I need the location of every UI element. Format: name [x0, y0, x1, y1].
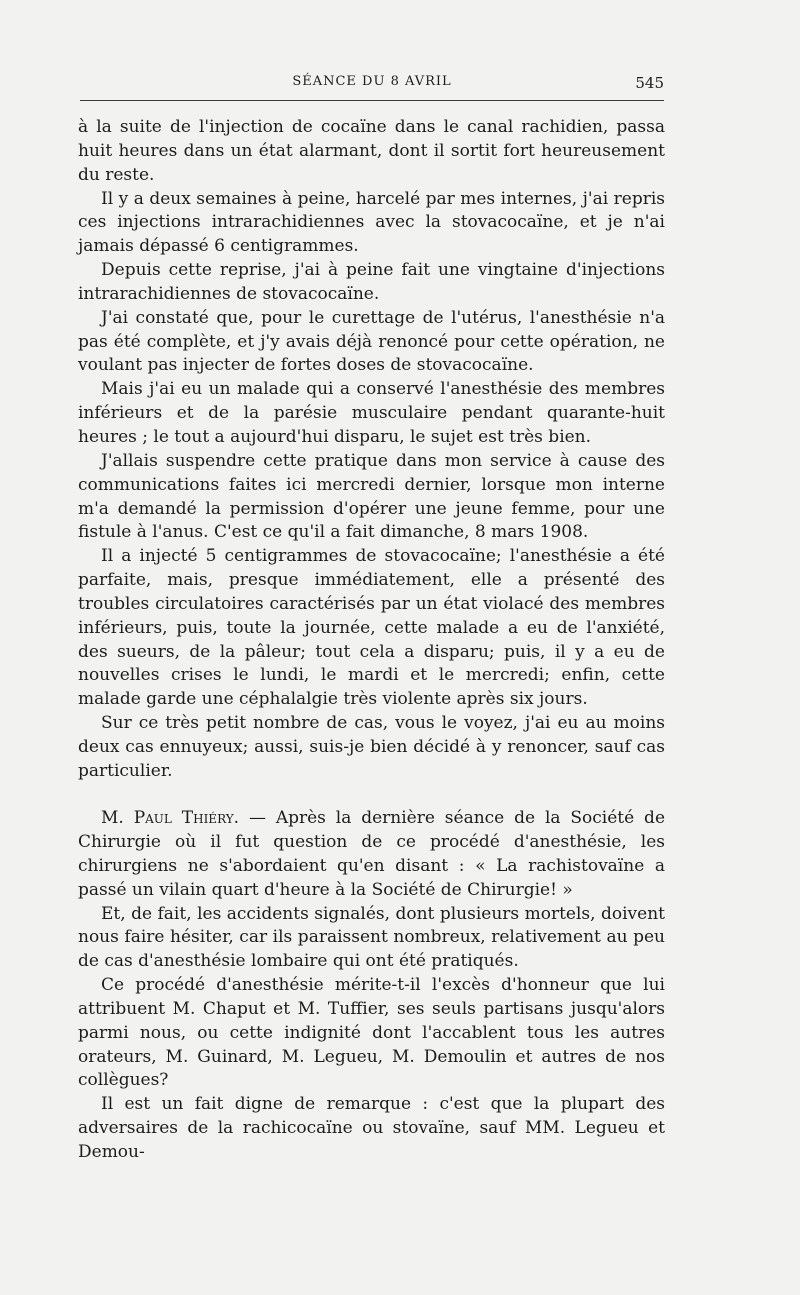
paragraph: J'ai constaté que, pour le curettage de l'utérus, l'anesthésie n'a pas été complète, et j'y avais déjà renoncé pour cette opération, ne voulant pas injecter de fortes doses de stovacocaïne.: [78, 307, 665, 376]
paragraph: Il y a deux semaines à peine, harcelé par mes internes, j'ai repris ces injections intrarachidiennes avec la stovacocaïne, et je n'ai jamais dépassé 6 centigrammes.: [78, 188, 665, 257]
paragraph: Il a injecté 5 centigrammes de stovacocaïne; l'anesthésie a été parfaite, mais, presque immédiatement, elle a présenté des troubles circulatoires caractérisés par un état violacé des membres inférieurs, puis, toute la journée, cette malade a eu de l'anxiété, des sueurs, de la pâleur; tout cela a disparu; puis, il y a eu de nouvelles crises le lundi, le mardi et le mercredi; enfin, cette malade garde une céphalalgie très violente après six jours.: [78, 546, 665, 710]
speaker-text: — Après la dernière séance de la Société de Chirurgie où il fut question de ce procédé d'anesthésie, les chirurgiens ne s'abordaient qu'en disant : « La rachistovaïne a passé un vilain quart d'heure à la Société de Chirurgie! »: [78, 808, 665, 900]
paragraph: Sur ce très petit nombre de cas, vous le voyez, j'ai eu au moins deux cas ennuyeux; aussi, suis-je bien décidé à y renoncer, sauf cas particulier.: [78, 713, 665, 781]
speaker-name: Paul Thiéry.: [133, 808, 240, 829]
speaker-paragraph: [78, 807, 665, 902]
running-head: SÉANCE DU 8 AVRIL: [292, 74, 452, 89]
page-header: [80, 70, 664, 101]
paragraph: Et, de fait, les accidents signalés, dont plusieurs mortels, doivent nous faire hésiter, car ils paraissent nombreux, relativement au peu de cas d'anesthésie lombaire qui ont été pratiqués.: [78, 903, 665, 972]
speaker-prefix: M.: [101, 808, 124, 829]
paragraph: Mais j'ai eu un malade qui a conservé l'anesthésie des membres inférieurs et de la parésie musculaire pendant quarante-huit heures ; le tout a aujourd'hui disparu, le sujet est très bien.: [78, 379, 665, 447]
body-text: [78, 116, 665, 1165]
paragraph: J'allais suspendre cette pratique dans mon service à cause des communications faites ici mercredi dernier, lorsque mon interne m'a demandé la permission d'opérer une jeune femme, pour une fistule à l'anus. C'est ce qu'il a fait dimanche, 8 mars 1908.: [78, 450, 665, 543]
paragraph: Depuis cette reprise, j'ai à peine fait une vingtaine d'injections intrarachidiennes de stovacocaïne.: [78, 260, 665, 304]
paragraph: Il est un fait digne de remarque : c'est que la plupart des adversaires de la rachicocaïne ou stovaïne, sauf MM. Legueu et Demou-: [78, 1094, 665, 1162]
page-number: 545: [635, 74, 664, 92]
paragraph: à la suite de l'injection de cocaïne dans le canal rachidien, passa huit heures dans un état alarmant, dont il sortit fort heureusement du reste.: [78, 117, 665, 185]
paragraph: Ce procédé d'anesthésie mérite-t-il l'excès d'honneur que lui attribuent M. Chaput et M. Tuffier, ses seuls partisans jusqu'alors parmi nous, ou cette indignité dont l'accablent tous les autres orateurs, M. Guinard, M. Legueu, M. Demoulin et autres de nos collègues?: [78, 975, 665, 1091]
